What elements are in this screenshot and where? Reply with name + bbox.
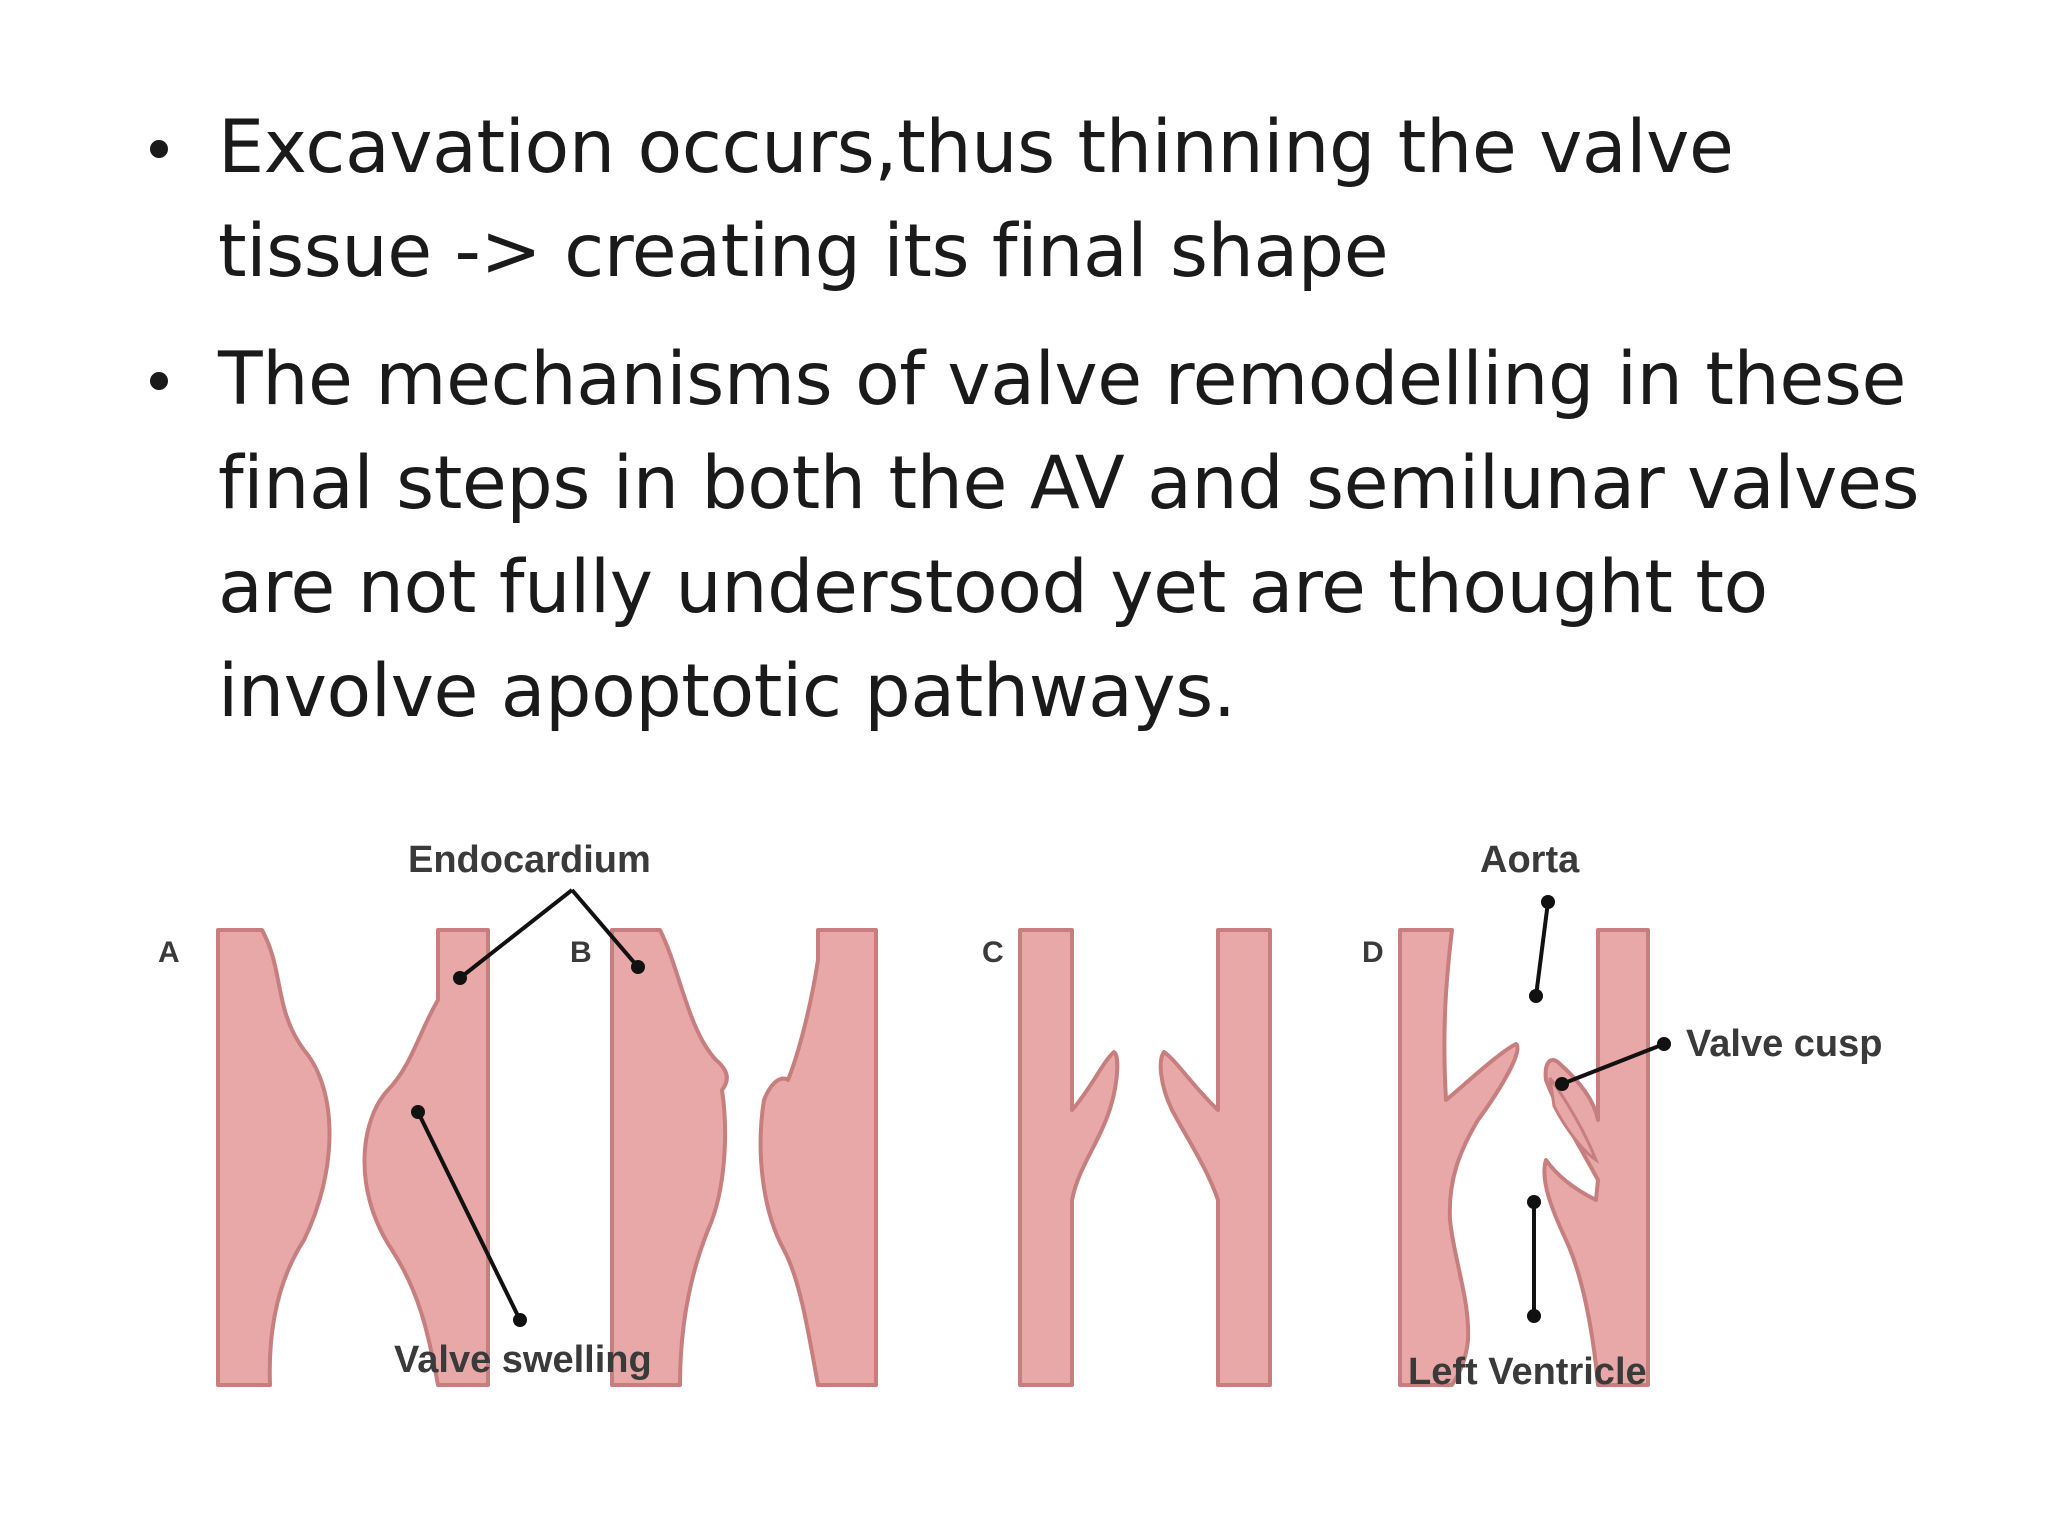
aorta-leader	[1529, 895, 1555, 1003]
bullet-line: are not fully understood yet are thought to	[218, 545, 1768, 630]
panel-c-right-wall	[1161, 930, 1270, 1385]
bullet-line: The mechanisms of valve remodelling in these	[218, 337, 1907, 422]
panel-c-left-wall	[1020, 930, 1117, 1385]
bullet-icon	[150, 372, 168, 390]
valve-cusp-label: Valve cusp	[1686, 1023, 1883, 1065]
panel-letter-b: B	[570, 936, 592, 969]
aorta-label: Aorta	[1480, 839, 1580, 881]
panel-letter-a: A	[158, 936, 180, 969]
panel-letter-c: C	[982, 936, 1004, 969]
valve-swelling-label: Valve swelling	[394, 1339, 652, 1381]
left-ventricle-label: Left Ventricle	[1408, 1351, 1647, 1393]
panel-b-left-wall	[612, 930, 727, 1385]
bullet-line: Excavation occurs,thus thinning the valve	[218, 105, 1734, 190]
bullet-line: involve apoptotic pathways.	[218, 649, 1236, 734]
endocardium-label: Endocardium	[408, 839, 651, 881]
bullet-line: tissue -> creating its final shape	[218, 209, 1389, 294]
bullet-line: final steps in both the AV and semilunar valves	[218, 441, 1920, 526]
panel-a-left-wall	[218, 930, 330, 1385]
bullet-item	[140, 328, 2000, 744]
valve-development-diagram	[0, 760, 2048, 1480]
bullet-icon	[150, 140, 168, 158]
bullet-list	[140, 96, 2000, 768]
bullet-text	[218, 96, 2000, 304]
panel-b-right-wall	[761, 930, 876, 1385]
bullet-item	[140, 96, 2000, 304]
left-ventricle-leader	[1527, 1195, 1541, 1323]
panel-a-right-wall	[364, 930, 488, 1385]
panel-d-left-wall	[1400, 930, 1518, 1385]
bullet-text	[218, 328, 2000, 744]
panel-letter-d: D	[1362, 936, 1384, 969]
